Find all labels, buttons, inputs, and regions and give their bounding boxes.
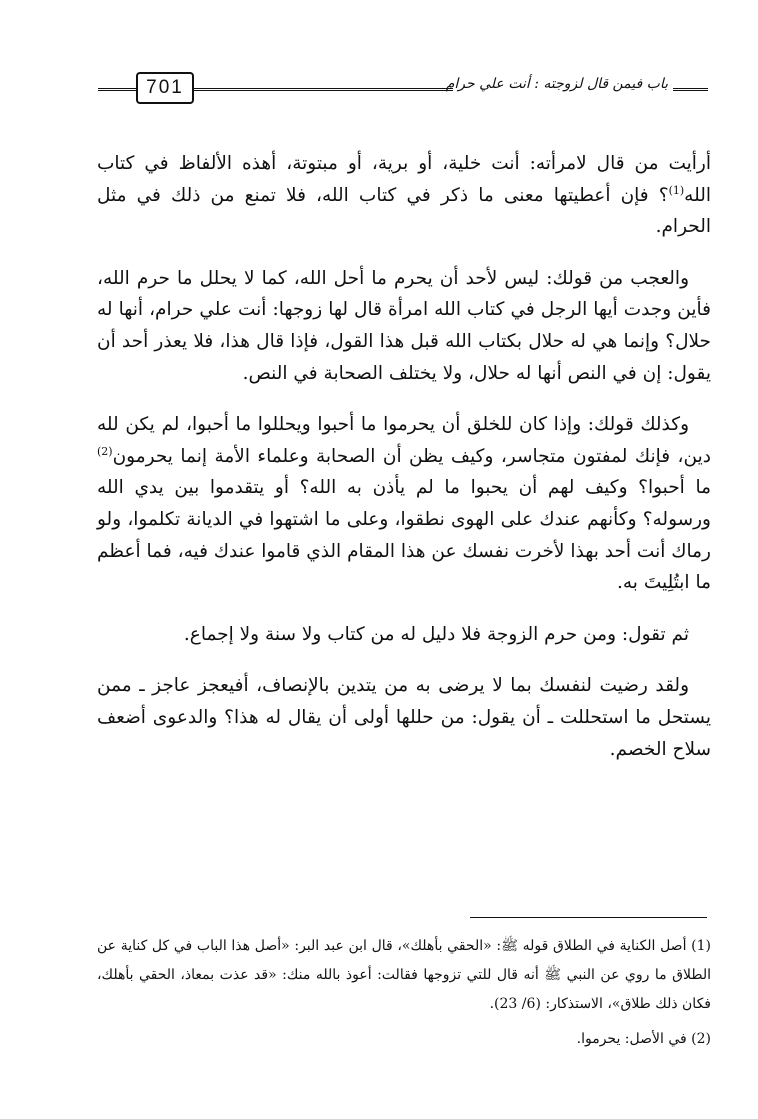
- header-rule-right: [673, 88, 708, 91]
- footnote-1: (1) أصل الكناية في الطلاق قوله ﷺ: «الحقي بأهلك»، قال ابن عبد البر: «أصل هذا الباب في كل كناية عن الطلاق ما روي عن النبي ﷺ أنه قال للتي تزوجها فقالت: أعوذ بالله منك: «قد عذت بمعاذ، الحقي بأهلك، فكان ذلك طلاق»، الاستذكار: (6/ 23).: [97, 938, 711, 1012]
- page-number: 701: [136, 72, 194, 104]
- paragraph-4: ثم تقول: ومن حرم الزوجة فلا دليل له من كتاب ولا سنة ولا إجماع.: [183, 623, 689, 645]
- paragraph-3-text: وكذلك قولك: وإذا كان للخلق أن يحرموا ما أحبوا ويحللوا ما أحبوا، لم يكن لله دين، فإنك لمفتون متجاسر، وكيف يظن أن الصحابة وعلماء الأمة إنما يحرمون: [97, 414, 711, 467]
- footnote-separator: [470, 917, 707, 918]
- footnote-2: (2) في الأصل: يحرموا.: [576, 1031, 711, 1047]
- paragraph-2: والعجب من قولك: ليس لأحد أن يحرم ما أحل الله، كما لا يحلل ما حرم الله، فأين وجدت أيها الرجل في كتاب الله امرأة قال لها زوجها: أنت علي حرام، أنها له حلال؟ وإنما هي له حلال بكتاب الله قبل هذا القول، فإذا قال هذا، فلا يعذر أحد أن يقول: إن في النص أنها له حلال، ولا يختلف الصحابة في النص.: [97, 267, 711, 384]
- paragraph-5: ولقد رضيت لنفسك بما لا يرضى به من يتدين بالإنصاف، أفيعجز عاجز ـ ممن يستحل ما استحللت ـ أن يقول: من حللها أولى أن يقال له هذا؟ والدعوى أضعف سلاح الخصم.: [97, 675, 711, 760]
- footnote-ref-1[interactable]: (1): [668, 183, 685, 197]
- paragraph-1-tail: ؟ فإن أعطيتها معنى ما ذكر في كتاب الله، فلا تمنع من ذلك في مثل الحرام.: [97, 184, 711, 238]
- running-title: باب فيمن قال لزوجته : أنت علي حرام: [445, 76, 668, 92]
- page-header: [98, 70, 708, 110]
- footnote-ref-2[interactable]: (2): [97, 444, 113, 458]
- header-rule-middle: [193, 88, 453, 91]
- paragraph-1: [97, 148, 711, 243]
- paragraph-3: [97, 409, 711, 599]
- main-text: [97, 148, 711, 785]
- paragraph-3-tail: ما أحبوا؟ وكيف لهم أن يحبوا ما لم يأذن به الله؟ أو يتقدموا بين يدي الله ورسوله؟ وكأنهم عندك على الهوى نطقوا، وعلى ما اشتهوا في الديانة تكلموا، ولو رماك أنت أحد بهذا لأخرت نفسك عن هذا المقام الذي قاموا عندك فيه، فما أعظم ما ابتُلِيتَ به.: [97, 477, 711, 594]
- header-rule-left: [98, 88, 136, 91]
- footnotes: [97, 932, 711, 1060]
- paragraph-1-text: أرأيت من قال لامرأته: أنت خلية، أو برية، أو مبتوتة، أهذه الألفاظ في كتاب الله: [97, 153, 711, 206]
